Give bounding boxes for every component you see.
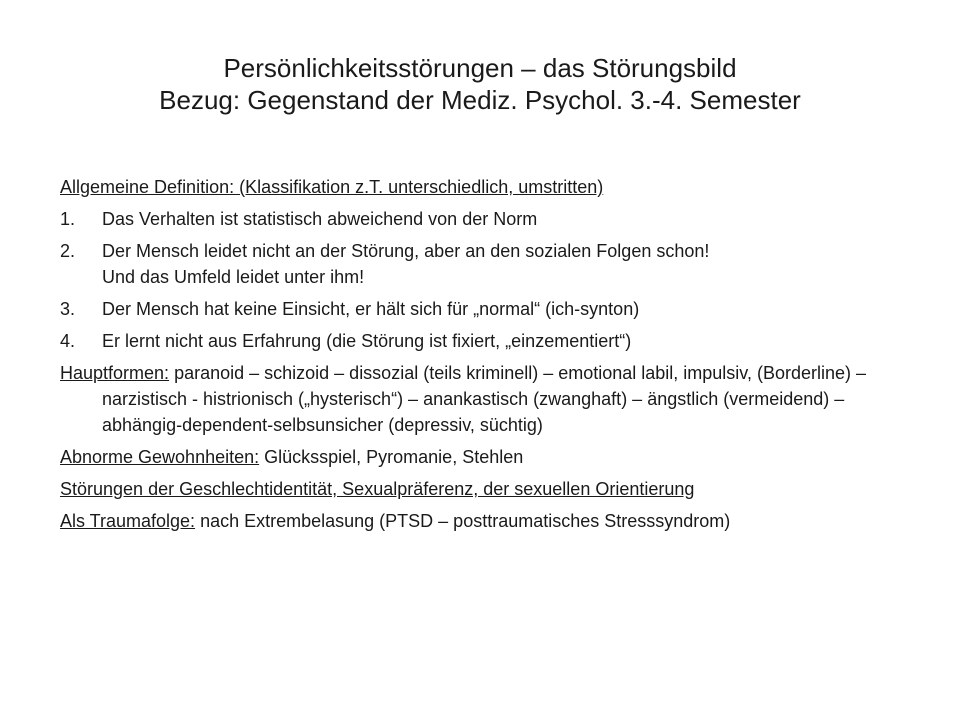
definition-item-4 [60, 328, 920, 354]
definition-item-3 [60, 296, 920, 322]
definition-item-1 [60, 206, 920, 232]
hauptformen-label: Hauptformen: [60, 363, 170, 383]
stoerungen-paragraph: Störungen der Geschlechtidentität, Sexualpräferenz, der sexuellen Orientierung [60, 479, 695, 499]
abnorme-label: Abnorme Gewohnheiten: [60, 447, 260, 467]
item-number: 3. [60, 299, 76, 319]
definition-item-2 [60, 238, 920, 290]
hauptformen-paragraph [60, 360, 920, 438]
hauptformen-text: paranoid – schizoid – dissozial (teils kriminell) – emotional labil, impulsiv, (Borderline) – narzistisch - histrionisch („hysterisch“) – anankastisch (zwanghaft) – ängstlich (vermeidend) – abhängig-dependent-selbsunsicher (depressiv, süchtig) [102, 363, 867, 435]
abnorme-text: Glücksspiel, Pyromanie, Stehlen [259, 447, 524, 467]
item-text: Und das Umfeld leidet unter ihm! [102, 267, 365, 287]
item-text: Der Mensch leidet nicht an der Störung, aber an den sozialen Folgen schon! [102, 241, 710, 261]
item-text: Der Mensch hat keine Einsicht, er hält sich für „normal“ (ich-synton) [102, 299, 640, 319]
trauma-paragraph [60, 508, 920, 534]
item-number: 4. [60, 331, 76, 351]
item-number: 1. [60, 209, 76, 229]
trauma-label: Als Traumafolge: [60, 511, 196, 531]
abnorme-paragraph [60, 444, 920, 470]
definition-heading: Allgemeine Definition: (Klassifikation z.T. unterschiedlich, umstritten) [60, 177, 604, 197]
item-number: 2. [60, 241, 76, 261]
item-text: Er lernt nicht aus Erfahrung (die Störung ist fixiert, „einzementiert“) [102, 331, 632, 351]
item-text: Das Verhalten ist statistisch abweichend von der Norm [102, 209, 538, 229]
slide-title [0, 52, 960, 116]
title-line-1: Persönlichkeitsstörungen – das Störungsbild [223, 53, 737, 83]
title-line-2: Bezug: Gegenstand der Mediz. Psychol. 3.-4. Semester [159, 85, 801, 115]
trauma-text: nach Extrembelasung (PTSD – posttraumatisches Stresssyndrom) [195, 511, 731, 531]
slide-body [60, 174, 920, 540]
